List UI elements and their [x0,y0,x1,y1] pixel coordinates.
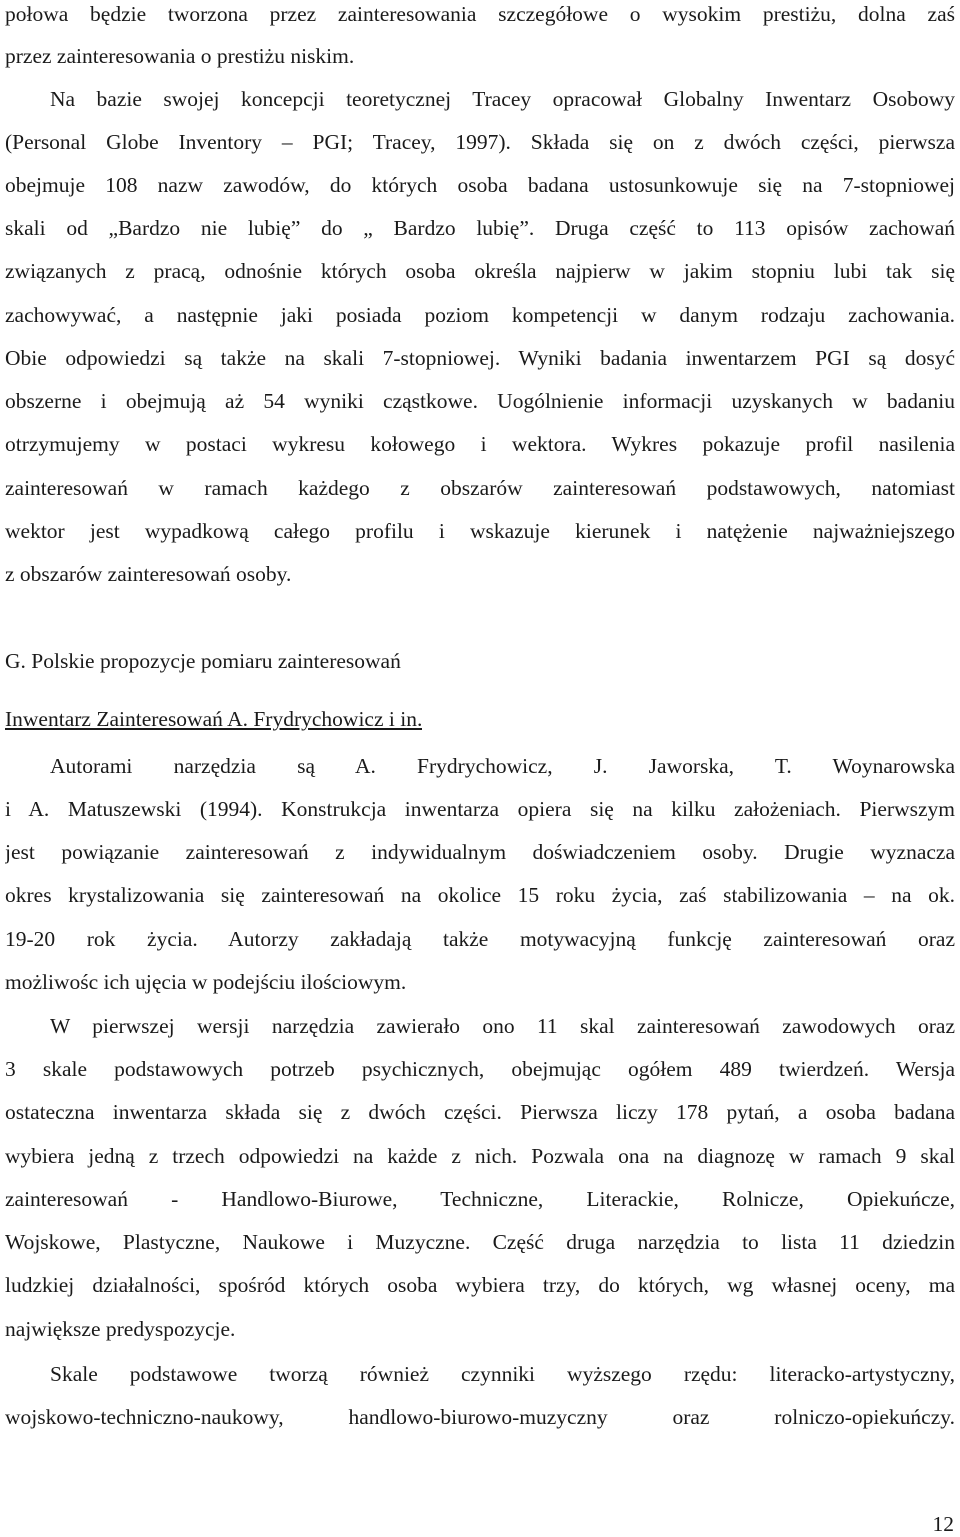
paragraph-line: 3 skale podstawowych potrzeb psychicznych, obejmując ogółem 489 twierdzeń. Wersja [5,1057,955,1081]
paragraph-line: Wojskowe, Plastyczne, Naukowe i Muzyczne. Część druga narzędzia to lista 11 dziedzin [5,1230,955,1254]
paragraph-line: ostateczna inwentarza składa się z dwóch części. Pierwsza liczy 178 pytań, a osoba badana [5,1100,955,1124]
paragraph-line: i A. Matuszewski (1994). Konstrukcja inwentarza opiera się na kilku założeniach. Pierwszym [5,797,955,821]
paragraph-line: wybiera jedną z trzech odpowiedzi na każde z nich. Pozwala ona na diagnozę w ramach 9 skal [5,1144,955,1168]
paragraph-line: zainteresowań w ramach każdego z obszarów zainteresowań podstawowych, natomiast [5,476,955,500]
paragraph-line: zachowywać, a następnie jaki posiada poziom kompetencji w danym rodzaju zachowania. [5,303,955,327]
paragraph-line: przez zainteresowania o prestiżu niskim. [5,44,355,68]
paragraph-line: W pierwszej wersji narzędzia zawierało ono 11 skal zainteresowań zawodowych oraz [50,1014,955,1038]
paragraph-line: (Personal Globe Inventory – PGI; Tracey, 1997). Składa się on z dwóch części, pierwsza [5,130,955,154]
paragraph-line: obejmuje 108 nazw zawodów, do których osoba badana ustosunkowuje się na 7-stopniowej [5,173,955,197]
paragraph-line: związanych z pracą, odnośnie których osoba określa najpierw w jakim stopniu lubi tak się [5,259,955,283]
paragraph-line: okres krystalizowania się zainteresowań na okolice 15 roku życia, zaś stabilizowania – na ok. [5,883,955,907]
section-heading: G. Polskie propozycje pomiaru zainteresowań [5,649,401,673]
paragraph-line: obszerne i obejmują aż 54 wyniki cząstkowe. Uogólnienie informacji uzyskanych w badaniu [5,389,955,413]
paragraph-line: Skale podstawowe tworzą również czynniki wyższego rzędu: literacko-artystyczny, [50,1362,955,1386]
paragraph-line: ludzkiej działalności, spośród których osoba wybiera trzy, do których, wg własnej oceny, ma [5,1273,955,1297]
paragraph-line: Autorami narzędzia są A. Frydrychowicz, J. Jaworska, T. Woynarowska [50,754,955,778]
paragraph-line: Obie odpowiedzi są także na skali 7-stopniowej. Wyniki badania inwentarzem PGI są dosyć [5,346,955,370]
page-number: 12 [932,1512,954,1536]
paragraph-line: z obszarów zainteresowań osoby. [5,562,292,586]
paragraph-line: wojskowo-techniczno-naukowy, handlowo-biurowo-muzyczny oraz rolniczo-opiekuńczy. [5,1405,955,1429]
paragraph-line: otrzymujemy w postaci wykresu kołowego i wektora. Wykres pokazuje profil nasilenia [5,432,955,456]
paragraph-line: skali od „Bardzo nie lubię” do „ Bardzo lubię”. Druga część to 113 opisów zachowań [5,216,955,240]
paragraph-line: połowa będzie tworzona przez zainteresowania szczegółowe o wysokim prestiżu, dolna zaś [5,2,955,26]
paragraph-line: zainteresowań - Handlowo-Biurowe, Techniczne, Literackie, Rolnicze, Opiekuńcze, [5,1187,955,1211]
paragraph-line: 19-20 rok życia. Autorzy zakładają także motywacyjną funkcję zainteresowań oraz [5,927,955,951]
paragraph-line: Na bazie swojej koncepcji teoretycznej Tracey opracował Globalny Inwentarz Osobowy [50,87,955,111]
paragraph-line: wektor jest wypadkową całego profilu i wskazuje kierunek i natężenie najważniejszego [5,519,955,543]
paragraph-line: możliwośc ich ujęcia w podejściu ilościowym. [5,970,407,994]
paragraph-line: największe predyspozycje. [5,1317,236,1341]
subsection-heading: Inwentarz Zainteresowań A. Frydrychowicz i in. [5,707,423,731]
paragraph-line: jest powiązanie zainteresowań z indywidualnym doświadczeniem osoby. Drugie wyznacza [5,840,955,864]
